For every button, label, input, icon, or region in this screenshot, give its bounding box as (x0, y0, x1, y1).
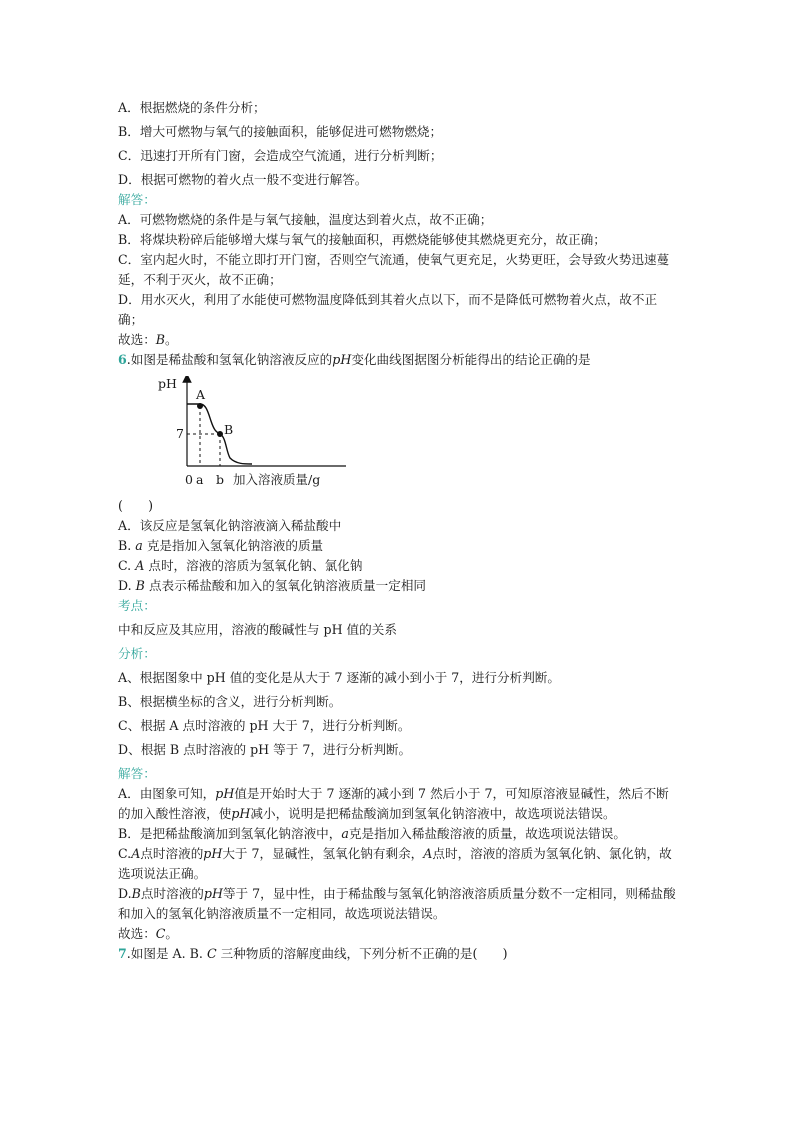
document-page (118, 98, 678, 964)
q6-kaodian: 中和反应及其应用，溶液的酸碱性与 pH 值的关系 (118, 622, 397, 637)
q6-jieda-heading: 解答： (118, 766, 156, 781)
q6-jieda-c: C.A点时溶液的pH大于 7，显碱性，氢氧化钠有剩余，A点时，溶液的溶质为氢氧化钠、氯化钠，故选项说法正确。 (118, 846, 672, 881)
q6-fenxi-a: A、根据图象中 pH 值的变化是从大于 7 逐渐的减小到小于 7，进行分析判断。 (118, 670, 560, 685)
origin-label: 0 (185, 472, 193, 487)
q6-option-d: D. B 点表示稀盐酸和加入的氢氧化钠溶液质量一定相同 (118, 578, 427, 593)
q6-fenxi-heading: 分析： (118, 646, 156, 661)
q5-analysis-c: C．迅速打开所有门窗，会造成空气流通，进行分析判断； (118, 148, 443, 163)
q5-answer-c: C．室内起火时，不能立即打开门窗，否则空气流通，使氧气更充足，火势更旺，会导致火势迅速蔓延，不利于灭火，故不正确； (118, 252, 670, 287)
q5-answer-heading: 解答： (118, 192, 156, 207)
q6-paren: ( ) (118, 498, 154, 513)
q6-fenxi-b: B、根据横坐标的含义，进行分析判断。 (118, 694, 342, 709)
q7-number: 7 (118, 946, 127, 961)
q5-analysis-a: A．根据燃烧的条件分析； (118, 100, 266, 115)
x-axis-label: 加入溶液质量/g (233, 472, 321, 487)
q5-answer-b: B．将煤块粉碎后能够增大煤与氧气的接触面积，再燃烧能够使其燃烧更充分，故正确； (118, 232, 606, 247)
q5-analysis-d: D．根据可燃物的着火点一般不变进行解答。 (118, 172, 368, 187)
q5-answer-a: A．可燃物燃烧的条件是与氧气接触，温度达到着火点，故不正确； (118, 212, 493, 227)
point-b-label: B (224, 422, 234, 437)
x-tick-b: b (216, 472, 225, 487)
q6-number: 6 (118, 352, 127, 367)
q6-jieda-a: A．由图象可知，pH值是开始时大于 7 逐渐的减小到 7 然后小于 7，可知原溶液显碱性，然后不断的加入酸性溶液，使pH减小，说明是把稀盐酸滴加到氢氧化钠溶液中，故选项说法错误。 (118, 786, 669, 821)
ph-curve-figure (156, 376, 396, 496)
q6-option-a: A．该反应是氢氧化钠溶液滴入稀盐酸中 (118, 518, 342, 533)
y-axis-label: pH (158, 376, 177, 391)
q6-option-c: C. A 点时，溶液的溶质为氢氧化钠、氯化钠 (118, 558, 363, 573)
q6-fenxi-c: C、根据 A 点时溶液的 pH 大于 7，进行分析判断。 (118, 718, 411, 733)
point-a-dot (197, 403, 203, 409)
q6-choice: 故选：C。 (118, 926, 179, 941)
q5-answer-d: D．用水灭火，利用了水能使可燃物温度降低到其着火点以下，而不是降低可燃物着火点，故不正确； (118, 292, 658, 327)
q6-option-b: B. a 克是指加入氢氧化钠溶液的质量 (118, 538, 324, 553)
q6-choice-letter: C (155, 926, 166, 941)
q6-stem: 6.如图是稀盐酸和氢氧化钠溶液反应的pH变化曲线图据图分析能得出的结论正确的是 (118, 352, 591, 367)
x-tick-a: a (196, 472, 204, 487)
q6-jieda-b: B．是把稀盐酸滴加到氢氧化钠溶液中，a克是指加入稀盐酸溶液的质量，故选项说法错误。 (118, 826, 626, 841)
point-a-label: A (196, 387, 206, 402)
q5-analysis-b: B．增大可燃物与氧气的接触面积，能够促进可燃物燃烧； (118, 124, 443, 139)
q6-kaodian-heading: 考点： (118, 598, 156, 613)
q6-fenxi-d: D、根据 B 点时溶液的 pH 等于 7，进行分析判断。 (118, 742, 412, 757)
q5-choice: 故选：B。 (118, 332, 178, 347)
q7-stem: 7.如图是 A. B. C 三种物质的溶解度曲线，下列分析不正确的是( ) (118, 946, 508, 961)
q6-jieda-d: D.B点时溶液的pH等于 7，显中性，由于稀盐酸与氢氧化钠溶液溶质质量分数不一定相同，则稀盐酸和加入的氢氧化钠溶液质量不一定相同，故选项说法错误。 (118, 886, 676, 921)
q5-choice-letter: B (155, 332, 166, 347)
point-b-dot (217, 431, 223, 437)
y-tick-7: 7 (176, 426, 184, 441)
